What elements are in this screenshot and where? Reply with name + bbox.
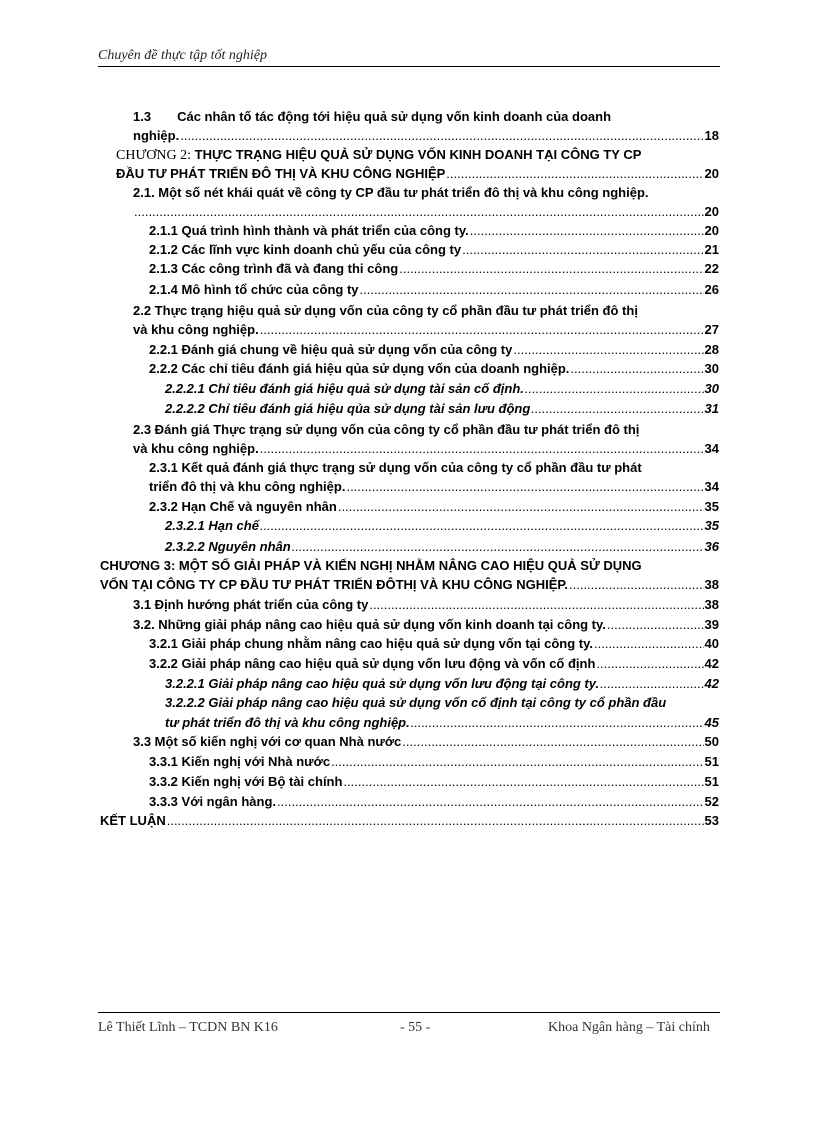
toc-entry-2-3-2[interactable] (149, 498, 719, 516)
toc-leader (594, 635, 704, 653)
toc-page-number: 39 (704, 617, 719, 632)
toc-leader (399, 260, 703, 278)
toc-entry-title: 3.3 Một số kiến nghị với cơ quan Nhà nước (133, 734, 402, 749)
toc-leader (331, 753, 703, 771)
toc-entry-title: 2.3 Đánh giá Thực trạng sử dụng vốn của công ty cổ phần đầu tư phát triển đô thị (133, 422, 640, 437)
toc-leader (292, 538, 704, 556)
toc-entry-title: 2.1. Một số nét khái quát về công ty CP đầu tư phát triển đô thị và khu công nghiệp. (133, 185, 649, 200)
toc-leader (513, 341, 703, 359)
toc-page-number: 28 (704, 342, 719, 357)
toc-chapter-title-cont: VỐN TẠI CÔNG TY CP ĐẦU TƯ PHÁT TRIỂN ĐÔTHỊ VÀ KHU CÔNG NGHIỆP. (100, 577, 568, 592)
toc-entry-title: 2.2.2.2 Chỉ tiêu đánh giá hiệu qủa sử dụng tài sản lưu động (165, 401, 531, 416)
toc-chapter-title: CHƯƠNG 3: MỘT SỐ GIẢI PHÁP VÀ KIẾN NGHỊ NHẰM NÂNG CAO HIỆU QUẢ SỬ DỤNG (100, 558, 642, 573)
toc-leader (569, 576, 704, 594)
toc-page-number: 34 (704, 479, 719, 494)
toc-leader (369, 596, 703, 614)
toc-page-number: 42 (704, 656, 719, 671)
toc-chapter-3-cont[interactable] (100, 576, 719, 594)
toc-entry-title-cont: tư phát triển đô thị và khu công nghiệp. (165, 715, 410, 730)
toc-entry-title: 2.2 Thực trạng hiệu quả sử dụng vốn của công ty cổ phần đầu tư phát triển đô thị (133, 303, 638, 318)
toc-page-number: 35 (704, 499, 719, 514)
toc-leader (338, 498, 704, 516)
toc-page-number: 18 (704, 128, 719, 143)
toc-page-number: 42 (704, 676, 719, 691)
toc-chapter-title-cont: ĐẦU TƯ PHÁT TRIỂN ĐÔ THỊ VÀ KHU CÔNG NGHIỆP (116, 166, 446, 181)
toc-leader (411, 714, 704, 732)
toc-entry-2-1-4[interactable] (149, 281, 719, 299)
toc-leader (360, 281, 704, 299)
toc-entry-1-3-cont[interactable] (133, 127, 719, 145)
toc-entry-2-3-1-cont[interactable] (149, 478, 719, 496)
toc-entry-2-1-2[interactable] (149, 241, 719, 259)
toc-entry-title: 2.2.1 Đánh giá chung về hiệu quả sử dụng vốn của công ty (149, 342, 513, 357)
toc-chapter-3[interactable] (100, 557, 719, 575)
toc-page-number: 40 (704, 636, 719, 651)
toc-leader (134, 203, 704, 221)
toc-page-number: 51 (704, 754, 719, 769)
toc-page-number: 38 (704, 597, 719, 612)
toc-entry-3-2-2[interactable] (149, 655, 719, 673)
toc-chapter-title: THỰC TRẠNG HIỆU QUẢ SỬ DỤNG VỐN KINH DOANH TẠI CÔNG TY CP (194, 147, 642, 162)
toc-chapter-prefix: CHƯƠNG 2: (116, 148, 192, 163)
footer-divider (98, 1012, 720, 1013)
toc-entry-2-2-2[interactable] (149, 360, 719, 378)
toc-entry-title: 2.2.2.1 Chỉ tiêu đánh giá hiệu quả sử dụng tài sản cố định. (165, 381, 524, 396)
toc-entry-title: 3.2.1 Giải pháp chung nhằm nâng cao hiệu quả sử dụng vốn tại công ty. (149, 636, 593, 651)
toc-entry-3-2-1[interactable] (149, 635, 719, 653)
toc-entry-2-2-2-2[interactable] (165, 400, 719, 418)
footer-page-number: - 55 - (400, 1020, 431, 1035)
toc-leader (260, 517, 704, 535)
toc-entry-2-3-cont[interactable] (133, 440, 719, 458)
toc-leader (180, 127, 703, 145)
toc-page-number: 50 (704, 734, 719, 749)
toc-entry-1-3[interactable] (133, 108, 693, 126)
toc-entry-title: 2.3.1 Kết quả đánh giá thực trạng sử dụng vốn của công ty cổ phần đầu tư phát (149, 460, 642, 475)
toc-entry-2-3-2-1[interactable] (165, 517, 719, 535)
toc-entry-title-cont: và khu công nghiệp. (133, 441, 259, 456)
toc-entry-title: 3.2.2.2 Giải pháp nâng cao hiệu quả sử dụng vốn cố định tại công ty cổ phần đầu (165, 695, 667, 710)
toc-entry-title: 2.1.3 Các công trình đã và đang thi công (149, 261, 399, 276)
toc-entry-title-cont: nghiệp. (133, 128, 180, 143)
toc-entry-number: 1.3 (133, 109, 152, 124)
toc-entry-title: 3.2.2.1 Giải pháp nâng cao hiệu quả sử dụng vốn lưu động tại công ty. (165, 676, 600, 691)
toc-page-number: 35 (704, 518, 719, 533)
toc-entry-title: 3.3.3 Với ngân hàng. (149, 794, 276, 809)
toc-entry-title: 2.3.2.2 Nguyên nhân (165, 539, 291, 554)
toc-chapter-2[interactable] (116, 146, 719, 165)
toc-entry-3-2-2-1[interactable] (165, 675, 719, 693)
toc-leader (167, 812, 704, 830)
toc-leader (260, 321, 704, 339)
toc-leader (525, 380, 704, 398)
toc-page-number: 51 (704, 774, 719, 789)
toc-entry-3-1[interactable] (133, 596, 719, 614)
toc-leader (600, 675, 703, 693)
toc-leader (402, 733, 703, 751)
toc-page-number: 26 (704, 282, 719, 297)
toc-entry-3-2-2-2-cont[interactable] (165, 714, 719, 732)
toc-leader (343, 773, 703, 791)
toc-page-number: 30 (704, 381, 719, 396)
toc-leader (277, 793, 704, 811)
toc-leader (470, 222, 704, 240)
toc-page-number: 36 (704, 539, 719, 554)
toc-entry-2-1-1[interactable] (149, 222, 719, 240)
toc-entry-2-3[interactable] (133, 421, 719, 439)
toc-leader (596, 655, 703, 673)
toc-entry-3-3-1[interactable] (149, 753, 719, 771)
toc-entry-title: 3.3.1 Kiến nghị với Nhà nước (149, 754, 331, 769)
toc-entry-2-2-cont[interactable] (133, 321, 719, 339)
toc-leader (260, 440, 704, 458)
toc-page-number: 31 (704, 401, 719, 416)
toc-leader (531, 400, 703, 418)
toc-entry-title: 3.3.2 Kiến nghị với Bộ tài chính (149, 774, 343, 789)
toc-entry-title: Các nhân tố tác động tới hiệu quả sử dụng vốn kinh doanh của doanh (177, 109, 612, 124)
toc-entry-3-2-2-2[interactable] (165, 694, 719, 712)
toc-entry-3-3-2[interactable] (149, 773, 719, 791)
toc-entry-title: 2.1.1 Quá trình hình thành và phát triển của công ty. (149, 223, 469, 238)
toc-leader (462, 241, 703, 259)
toc-entry-2-1-cont[interactable] (133, 203, 719, 221)
toc-entry-title-cont: triển đô thị và khu công nghiệp. (149, 479, 346, 494)
footer-author: Lê Thiết Lĩnh – TCDN BN K16 (98, 1020, 278, 1035)
toc-entry-title: 3.2. Những giải pháp nâng cao hiệu quả sử dụng vốn kinh doanh tại công ty. (133, 617, 606, 632)
toc-entry-2-2-2-1[interactable] (165, 380, 719, 398)
toc-chapter-2-cont[interactable] (116, 165, 719, 183)
toc-entry-title: 2.2.2 Các chỉ tiêu đánh giá hiệu qủa sử dụng vốn của doanh nghiệp. (149, 361, 570, 376)
toc-page-number: 20 (704, 204, 719, 219)
toc-entry-2-2[interactable] (133, 302, 719, 320)
toc-entry-2-3-1[interactable] (149, 459, 719, 477)
toc-page-number: 52 (704, 794, 719, 809)
toc-entry-3-3-3[interactable] (149, 793, 719, 811)
footer-faculty: Khoa Ngân hàng – Tài chính (548, 1020, 710, 1035)
toc-leader (570, 360, 703, 378)
toc-entry-title: 2.3.2 Hạn Chế và nguyên nhân (149, 499, 337, 514)
toc-page-number: 30 (704, 361, 719, 376)
toc-entry-title-cont: và khu công nghiệp. (133, 322, 259, 337)
toc-entry-2-3-2-2[interactable] (165, 538, 719, 556)
toc-page-number: 45 (704, 715, 719, 730)
toc-entry-title: 2.1.4 Mô hình tổ chức của công ty (149, 282, 359, 297)
toc-page-number: 38 (704, 577, 719, 592)
header-title: Chuyên đề thực tập tốt nghiệp (98, 48, 267, 63)
toc-leader (446, 165, 703, 183)
toc-entry-ket-luan[interactable] (100, 812, 719, 830)
toc-entry-2-1[interactable] (133, 184, 719, 202)
toc-leader (607, 616, 704, 634)
toc-page-number: 20 (704, 166, 719, 181)
toc-entry-2-1-3[interactable] (149, 260, 719, 278)
toc-entry-3-3[interactable] (133, 733, 719, 751)
toc-entry-title: KẾT LUẬN (100, 813, 166, 828)
toc-leader (346, 478, 703, 496)
toc-entry-title: 3.1 Định hướng phát triển của công ty (133, 597, 369, 612)
toc-entry-3-2[interactable] (133, 616, 719, 634)
toc-entry-title: 2.3.2.1 Hạn chế (165, 518, 259, 533)
toc-page-number: 22 (704, 261, 719, 276)
toc-entry-2-2-1[interactable] (149, 341, 719, 359)
toc-page-number: 34 (704, 441, 719, 456)
toc-page-number: 21 (704, 242, 719, 257)
toc-page-number: 20 (704, 223, 719, 238)
toc-entry-title: 2.1.2 Các lĩnh vực kinh doanh chủ yếu của công ty (149, 242, 462, 257)
toc-entry-title: 3.2.2 Giải pháp nâng cao hiệu quả sử dụng vốn lưu động và vốn cố định (149, 656, 596, 671)
toc-page-number: 53 (704, 813, 719, 828)
toc-page-number: 27 (704, 322, 719, 337)
